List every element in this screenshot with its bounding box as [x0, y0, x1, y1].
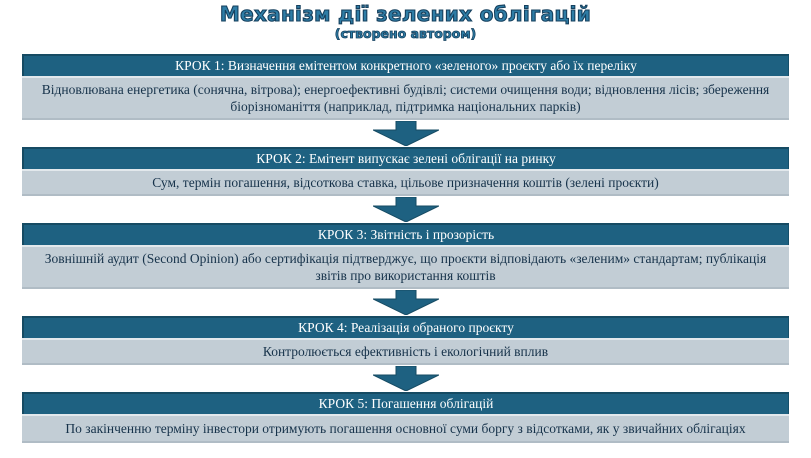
- page-subtitle: (створено автором): [334, 26, 477, 41]
- step-3-description: Зовнішній аудит (Second Opinion) або сертифікація підтверджує, що проєкти відповідають «зеленим» стандартам; публікація звітів про використання коштів: [22, 245, 789, 289]
- down-arrow-icon: [22, 196, 789, 223]
- down-arrow-icon: [22, 365, 789, 392]
- step-1-description: Відновлювана енергетика (сонячна, вітрова); енергоефективні будівлі; системи очищення води; відновлення лісів; збереження біорізноманіття (наприклад, підтримка національних парків): [22, 76, 789, 120]
- title-block: [0, 0, 811, 42]
- step-4: [22, 316, 789, 365]
- step-1-header: КРОК 1: Визначення емітентом конкретного «зеленого» проєкту або їх переліку: [22, 54, 789, 76]
- down-arrow-icon: [22, 289, 789, 316]
- step-3: [22, 223, 789, 289]
- steps-flow: [22, 54, 789, 443]
- page-title: Механізм дії зелених облігацій: [219, 2, 592, 26]
- step-4-description: Контролюється ефективність і екологічний вплив: [22, 338, 789, 365]
- step-2-description: Сум, термін погашення, відсоткова ставка, цільове призначення коштів (зелені проєкти): [22, 169, 789, 196]
- step-2-header: КРОК 2: Емітент випускає зелені облігації на ринку: [22, 147, 789, 169]
- down-arrow-icon: [22, 120, 789, 147]
- step-1: [22, 54, 789, 120]
- step-4-header: КРОК 4: Реалізація обраного проєкту: [22, 316, 789, 338]
- step-5: [22, 392, 789, 443]
- step-5-header: КРОК 5: Погашення облігацій: [22, 392, 789, 414]
- step-3-header: КРОК 3: Звітність і прозорість: [22, 223, 789, 245]
- step-2: [22, 147, 789, 196]
- step-5-description: По закінченню терміну інвестори отримують погашення основної суми боргу з відсотками, як у звичайних облігаціях: [22, 414, 789, 443]
